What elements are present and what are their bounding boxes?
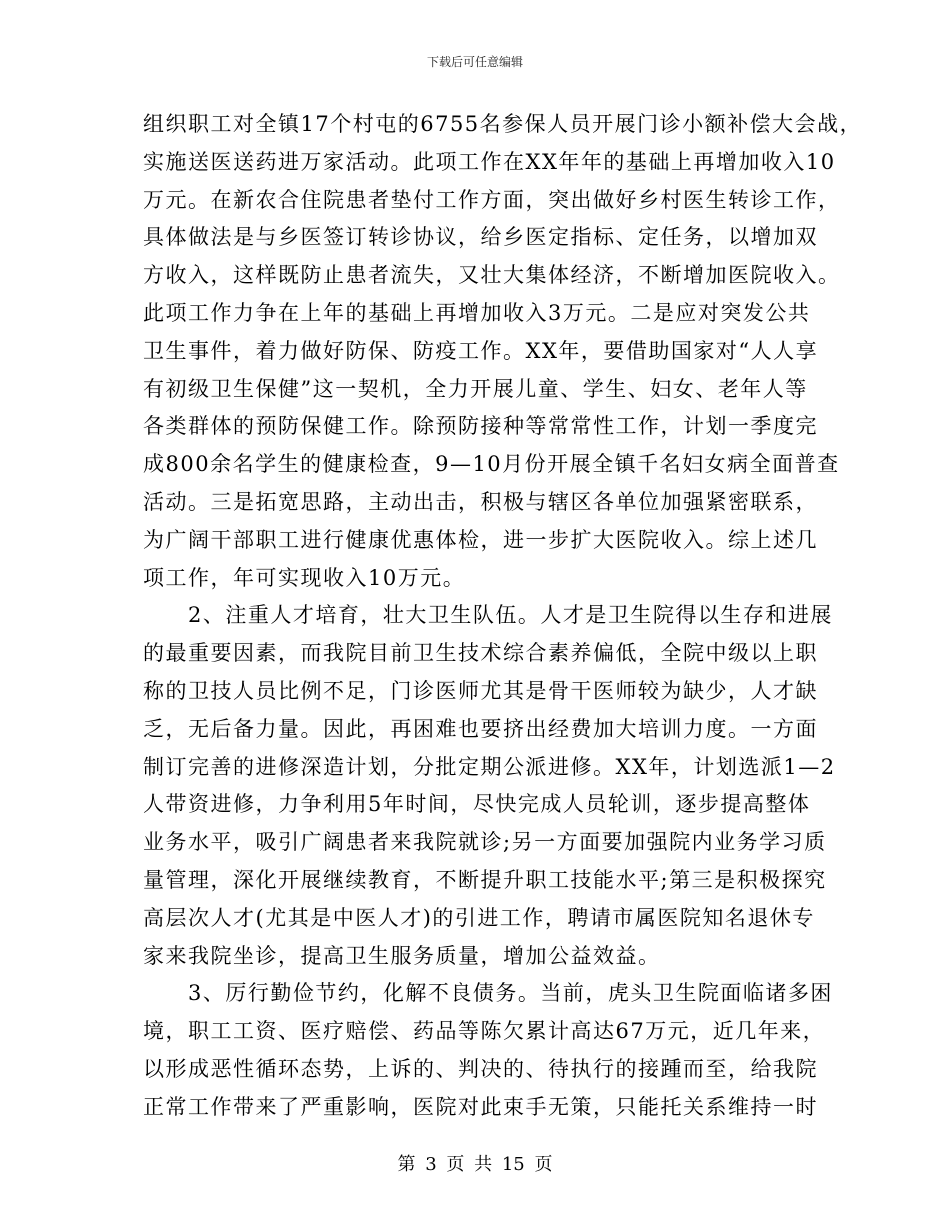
text-line: 有初级卫生保健”这一契机，全力开展儿童、学生、妇女、老年人等 bbox=[143, 376, 808, 401]
text-line: 高层次人才(尤其是中医人才)的引进工作，聘请市属医院知名退休专 bbox=[143, 905, 815, 930]
text-line: 卫生事件，着力做好防保、防疫工作。XX年，要借助国家对“人人享 bbox=[143, 338, 819, 363]
text-line: 制订完善的进修深造计划，分批定期公派进修。XX年，计划选派1—2 bbox=[143, 754, 836, 779]
text-line: 具体做法是与乡医签订转诊协议，给乡医定指标、定任务，以增加双 bbox=[143, 225, 818, 250]
text-line: 活动。三是拓宽思路，主动出击，积极与辖区各单位加强紧密联系， bbox=[143, 489, 818, 514]
paragraph bbox=[143, 975, 833, 1126]
text-line: 项工作，年可实现收入10万元。 bbox=[143, 565, 466, 590]
paragraph bbox=[143, 106, 863, 597]
text-line: 称的卫技人员比例不足，门诊医师尤其是骨干医师较为缺少，人才缺 bbox=[143, 678, 818, 703]
text-line: 为广阔干部职工进行健康优惠体检，进一步扩大医院收入。综上述几 bbox=[143, 527, 818, 552]
text-line: 实施送医送药进万家活动。此项工作在XX年年的基础上再增加收入10 bbox=[143, 149, 836, 174]
paragraph bbox=[143, 597, 836, 975]
page-number: 第 3 页 共 15 页 bbox=[397, 1154, 553, 1175]
text-line: 正常工作带来了严重影响，医院对此束手无策，只能托关系维持一时 bbox=[143, 1094, 818, 1119]
text-line: 2、注重人才培育，壮大卫生队伍。人才是卫生院得以生存和进展 bbox=[143, 603, 833, 628]
text-line: 组织职工对全镇17个村屯的6755名参保人员开展门诊小额补偿大会战， bbox=[143, 112, 863, 136]
text-line: 的最重要因素，而我院目前卫生技术综合素养偏低，全院中级以上职 bbox=[143, 641, 818, 666]
text-line: 各类群体的预防保健工作。除预防接种等常常性工作，计划一季度完 bbox=[143, 414, 818, 439]
text-line: 3、厉行勤俭节约，化解不良债务。当前，虎头卫生院面临诸多困 bbox=[143, 981, 833, 1006]
text-line: 此项工作力争在上年的基础上再增加收入3万元。二是应对突发公共 bbox=[143, 300, 811, 325]
text-line: 量管理，深化开展继续教育，不断提升职工技能水平;第三是积极探究 bbox=[143, 867, 827, 892]
text-line: 境，职工工资、医疗赔偿、药品等陈欠累计高达67万元，近几年来， bbox=[143, 1019, 826, 1044]
text-line: 人带资进修，力争利用5年时间，尽快完成人员轮训，逐步提高整体 bbox=[143, 792, 811, 817]
page-header: 下载后可任意编辑 bbox=[426, 55, 523, 69]
text-line: 以形成恶性循环态势，上诉的、判决的、待执行的接踵而至，给我院 bbox=[143, 1056, 818, 1081]
text-line: 万元。在新农合住院患者垫付工作方面，突出做好乡村医生转诊工作， bbox=[143, 187, 841, 212]
text-line: 乏，无后备力量。因此，再困难也要挤出经费加大培训力度。一方面 bbox=[143, 716, 818, 741]
text-line: 家来我院坐诊，提高卫生服务质量，增加公益效益。 bbox=[143, 943, 661, 968]
document-body bbox=[143, 106, 863, 1127]
text-line: 业务水平，吸引广阔患者来我院就诊;另一方面要加强院内业务学习质 bbox=[143, 830, 827, 855]
text-line: 成800余名学生的健康检查，9—10月份开展全镇千名妇女病全面普查 bbox=[143, 452, 840, 477]
text-line: 方收入，这样既防止患者流失，又壮大集体经济，不断增加医院收入。 bbox=[143, 263, 841, 288]
